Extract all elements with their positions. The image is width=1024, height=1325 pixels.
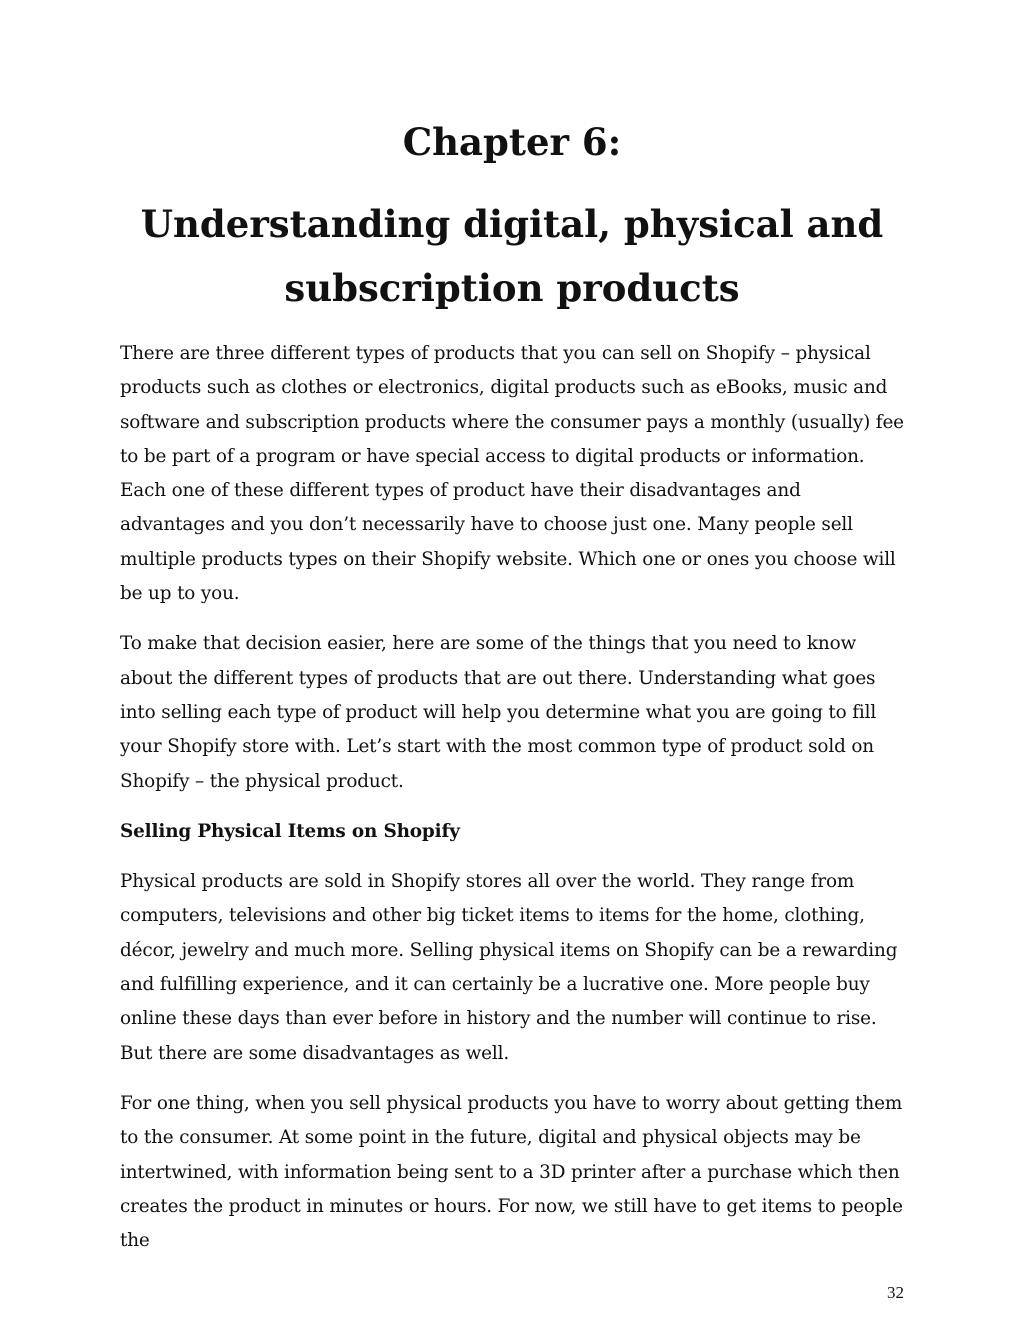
- intro-paragraph-2: To make that decision easier, here are some of the things that you need to know about the different types of products that are out there. Understanding what goes into selling each type of product will help you determine what you are going to fill your Shopify store with. Let’s start with the most common type of product sold on Shopify – the physical product.: [120, 633, 877, 792]
- body-content: [120, 337, 906, 1274]
- intro-paragraph-1: There are three different types of products that you can sell on Shopify – physical products such as clothes or electronics, digital products such as eBooks, music and software and subscription products where the consumer pays a monthly (usually) fee to be part of a program or have special access to digital products or information. Each one of these different types of product have their disadvantages and advantages and you don’t necessarily have to choose just one. Many people sell multiple products types on their Shopify website. Which one or ones you choose will be up to you.: [120, 343, 904, 605]
- section-paragraph-1: Physical products are sold in Shopify stores all over the world. They range from computers, televisions and other big ticket items to items for the home, clothing, décor, jewelry and much more. Selling physical items on Shopify can be a rewarding and fulfilling experience, and it can certainly be a lucrative one. More people buy online these days than ever before in history and the number will continue to rise. But there are some disadvantages as well.: [120, 871, 898, 1064]
- page-number: 32: [887, 1283, 904, 1302]
- chapter-title: Understanding digital, physical and subscription products: [140, 202, 884, 310]
- chapter-number: Chapter 6:: [402, 120, 622, 164]
- section-heading: Selling Physical Items on Shopify: [120, 820, 460, 842]
- section-paragraph-2: For one thing, when you sell physical products you have to worry about getting them to the consumer. At some point in the future, digital and physical objects may be intertwined, with information being sent to a 3D printer after a purchase which then creates the product in minutes or hours. For now, we still have to get items to people the: [120, 1092, 903, 1252]
